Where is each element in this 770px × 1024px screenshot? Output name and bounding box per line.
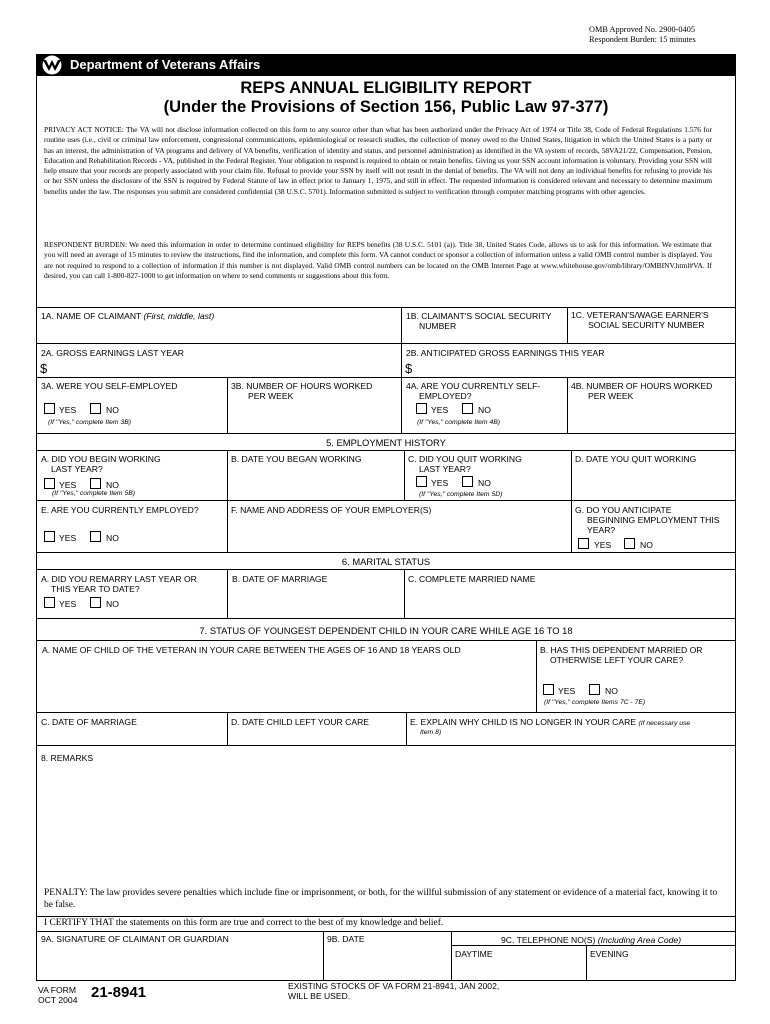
frame-right: [735, 76, 736, 981]
self-employed-yes-label: YES: [59, 405, 77, 415]
left-care-yes-label: YES: [558, 686, 576, 696]
f7b-label-1: B. HAS THIS DEPENDENT MARRIED OR: [540, 645, 703, 655]
began-working-yes-checkbox[interactable]: [44, 478, 55, 489]
began-working-label: [41, 454, 161, 474]
footer-stocks-2: WILL BE USED.: [288, 991, 351, 1001]
remarry-no-checkbox[interactable]: [90, 597, 101, 608]
married-name-field[interactable]: C. COMPLETE MARRIED NAME: [408, 574, 536, 584]
anticipated-earnings-label: 2B. ANTICIPATED GROSS EARNINGS THIS YEAR: [406, 348, 605, 358]
note-4b: (If "Yes," complete Item 4B): [417, 419, 501, 426]
evening-phone-field[interactable]: EVENING: [590, 949, 629, 959]
claimant-ssn-field[interactable]: [406, 311, 552, 331]
f5g-label-2: BEGINNING EMPLOYMENT THIS: [587, 515, 720, 525]
remarks-textarea[interactable]: [38, 766, 734, 881]
footer-stocks: [288, 981, 499, 1001]
self-employed-no-label: NO: [106, 405, 119, 415]
quit-working-no-checkbox[interactable]: [462, 476, 473, 487]
veteran-ssn-label-1: 1C. VETERAN'S/WAGE EARNER'S: [571, 310, 709, 320]
self-4a-label-1: 4A. ARE YOU CURRENTLY SELF-: [406, 381, 541, 391]
date-of-marriage-field[interactable]: B. DATE OF MARRIAGE: [232, 574, 328, 584]
form-subtitle: (Under the Provisions of Section 156, Public Law 97-377): [163, 98, 609, 116]
currently-employed-yes-checkbox[interactable]: [44, 531, 55, 542]
f9c-hint: (Including Area Code): [597, 935, 682, 945]
currently-employed-label: E. ARE YOU CURRENTLY EMPLOYED?: [41, 505, 199, 515]
remarry-yes-label: YES: [59, 599, 77, 609]
footer-form-id: [38, 985, 78, 1005]
quit-working-yes-checkbox[interactable]: [416, 476, 427, 487]
privacy-notice: PRIVACY ACT NOTICE: The VA will not disclose information collected on this form to any source other than what has been authorized under the Privacy Act of 1974 or Title 38, Code of Federal Regulations 1.576 for routine uses (i.e., civil or criminal law enforcement, congressional communications, epidemiological or research studies, the collection of money owed to the United States, litigation in which the United States is a party or has an interest, the administration of VA programs and delivery of VA benefits, verification of identity and status, and personnel administration) as identified in the VA system of records, 58VA21/22, Compensation, Pension, Education and Rehabilitation Records - VA, published in the Federal Register. Your obligation to respond is required to obtain or retain benefits. Giving us your SSN account information is voluntary. Providing your SSN will help ensure that your records are properly associated with your claim file. Refusal to provide your SSN by itself will not result in the denial of benefits. The VA will not deny an individual benefits for refusing to provide his or her SSN unless the disclosure of the SSN is required by Federal Statute of law in effect prior to January 1, 1975, and still in effect. The requested information is considered relevant and necessary to determine maximum benefits under the law. The responses you submit are considered confidential (38 U.S.C. 5701). Information submitted is subject to verification through computer matching programs with other agencies.: [44, 125, 712, 196]
veteran-ssn-field[interactable]: [571, 310, 709, 330]
child-name-field[interactable]: A. NAME OF CHILD OF THE VETERAN IN YOUR CARE BETWEEN THE AGES OF 16 AND 18 YEARS OLD: [42, 645, 461, 655]
currently-self-employed-no-label: NO: [478, 405, 491, 415]
f7e-hint-2: Item 8): [420, 729, 442, 736]
anticipate-employment-yes-checkbox[interactable]: [578, 538, 589, 549]
f6a-label-1: A. DID YOU REMARRY LAST YEAR OR: [41, 574, 197, 584]
f9c-label: 9C. TELEPHONE NO(S): [501, 935, 596, 945]
employer-name-address-field[interactable]: F. NAME AND ADDRESS OF YOUR EMPLOYER(S): [231, 505, 432, 515]
currently-self-employed-yes-checkbox[interactable]: [416, 403, 427, 414]
f5a-label-1: A. DID YOU BEGIN WORKING: [41, 454, 161, 464]
currently-employed-no-checkbox[interactable]: [90, 531, 101, 542]
quit-working-yes-label: YES: [431, 478, 449, 488]
f5g-label-1: G. DO YOU ANTICIPATE: [575, 505, 672, 515]
note-7: (If "Yes," complete Items 7C - 7E): [544, 699, 646, 706]
child-marriage-date-field[interactable]: C. DATE OF MARRIAGE: [41, 717, 137, 727]
f6a-label-2: THIS YEAR TO DATE?: [51, 584, 140, 594]
footer-form-number: 21-8941: [91, 984, 147, 1001]
began-working-no-label: NO: [106, 480, 119, 490]
omb-burden: Respondent Burden: 15 minutes: [589, 35, 696, 44]
child-explanation-field[interactable]: [410, 717, 690, 729]
telephone-label: [501, 935, 681, 945]
remarry-no-label: NO: [106, 599, 119, 609]
form-title: REPS ANNUAL ELIGIBILITY REPORT: [240, 79, 532, 97]
currently-self-employed-yes-label: YES: [431, 405, 449, 415]
currently-self-employed-label: [406, 381, 540, 401]
section-marital-status: 6. MARITAL STATUS: [341, 556, 431, 567]
anticipate-employment-label: [575, 505, 719, 535]
note-5b: (If "Yes," complete Item 5B): [52, 490, 136, 497]
anticipated-earnings-input[interactable]: $: [405, 361, 413, 376]
note-3b: (If "Yes," complete Item 3B): [48, 419, 132, 426]
agency-name: Department of Veterans Affairs: [70, 57, 261, 72]
remarry-label: [41, 574, 197, 594]
f5c-label-1: C. DID YOU QUIT WORKING: [408, 454, 522, 464]
certify-rest: the statements on this form are true and correct to the best of my knowledge and belief.: [113, 918, 444, 928]
footer-va-form: VA FORM: [38, 985, 77, 995]
anticipate-employment-no-label: NO: [640, 540, 653, 550]
claimant-ssn-label-1: 1B. CLAIMANT'S SOCIAL SECURITY: [406, 311, 552, 321]
claimant-name-label: 1A. NAME OF CLAIMANT: [41, 311, 142, 321]
claimant-name-field[interactable]: [41, 311, 214, 321]
note-5d: (If "Yes," complete Item 5D): [419, 491, 503, 498]
self-employed-no-checkbox[interactable]: [90, 403, 101, 414]
veteran-ssn-label-2: SOCIAL SECURITY NUMBER: [588, 320, 705, 330]
quit-working-no-label: NO: [478, 478, 491, 488]
section-dependent-child: 7. STATUS OF YOUNGEST DEPENDENT CHILD IN YOUR CARE WHILE AGE 16 TO 18: [199, 625, 573, 636]
hours-worked-last-year-field[interactable]: [231, 381, 372, 401]
f7e-label: E. EXPLAIN WHY CHILD IS NO LONGER IN YOUR CARE: [410, 717, 637, 727]
hours-4b-label-2: PER WEEK: [588, 391, 634, 401]
self-employed-yes-checkbox[interactable]: [44, 403, 55, 414]
certification-statement: [44, 918, 443, 928]
began-working-yes-label: YES: [59, 480, 77, 490]
claimant-name-hint: (First, middle, last): [143, 311, 215, 321]
self-employed-last-year-label: 3A. WERE YOU SELF-EMPLOYED: [41, 381, 178, 391]
footer-stocks-1: EXISTING STOCKS OF VA FORM 21-8941, JAN 2002,: [288, 981, 500, 991]
self-4a-label-2: EMPLOYED?: [419, 391, 472, 401]
hours-worked-current-field[interactable]: [571, 381, 712, 401]
quit-working-label: [408, 454, 522, 474]
f5g-label-3: YEAR?: [587, 525, 616, 535]
date-began-working-field[interactable]: B. DATE YOU BEGAN WORKING: [231, 454, 362, 464]
f7b-label-2: OTHERWISE LEFT YOUR CARE?: [550, 655, 684, 665]
signature-field[interactable]: 9A. SIGNATURE OF CLAIMANT OR GUARDIAN: [41, 934, 229, 944]
gross-earnings-last-year-label: 2A. GROSS EARNINGS LAST YEAR: [41, 348, 184, 358]
anticipate-employment-yes-label: YES: [594, 540, 612, 550]
omb-block: [589, 25, 696, 45]
signature-date-field[interactable]: 9B. DATE: [327, 934, 365, 944]
remarry-yes-checkbox[interactable]: [44, 597, 55, 608]
hours-4b-label-1: 4B. NUMBER OF HOURS WORKED: [571, 381, 713, 391]
frame-left: [36, 76, 37, 981]
f5a-label-2: LAST YEAR?: [51, 464, 103, 474]
penalty-notice: PENALTY: The law provides severe penalties which include fine or imprisonment, or both, for the willful submission of any statement or evidence of a material fact, knowing it to be false.: [44, 888, 718, 910]
gross-earnings-last-year-input[interactable]: $: [40, 361, 48, 376]
left-care-label: [540, 645, 703, 665]
respondent-burden: RESPONDENT BURDEN: We need this information in order to determine continued eligibility for REPS benefits (38 U.S.C. 5101 (a)). Title 38, United States Code, allows us to ask for this information. We estimate that you will need an average of 15 minutes to review the instructions, find the information, and complete this form. VA cannot conduct or sponsor a collection of information unless a valid OMB control number is displayed. You are not required to respond to a collection of information if this number is not displayed. Valid OMB control numbers can be located on the OMB Internet Page at www.whitehouse.gov/omb/library/OMBINV.html#VA. If desired, you can call 1-800-827-1000 to get information on where to send comments or suggestions about this form.: [44, 240, 712, 280]
section-employment-history: 5. EMPLOYMENT HISTORY: [326, 437, 446, 448]
currently-self-employed-no-checkbox[interactable]: [462, 403, 473, 414]
agency-banner: [36, 54, 736, 76]
footer-date: OCT 2004: [38, 995, 78, 1005]
left-care-yes-checkbox[interactable]: [543, 684, 554, 695]
f5c-label-2: LAST YEAR?: [419, 464, 471, 474]
omb-approved: OMB Approved No. 2900-0405: [589, 25, 696, 34]
f7e-hint-1: (If necessary use: [638, 720, 691, 727]
child-left-care-date-field[interactable]: D. DATE CHILD LEFT YOUR CARE: [231, 717, 370, 727]
claimant-ssn-label-2: NUMBER: [419, 321, 457, 331]
certify-bold: I CERTIFY THAT: [44, 918, 114, 928]
hours-3b-label-2: PER WEEK: [248, 391, 294, 401]
date-quit-working-field[interactable]: D. DATE YOU QUIT WORKING: [575, 454, 697, 464]
va-seal-icon: [38, 55, 66, 75]
currently-employed-yes-label: YES: [59, 533, 77, 543]
daytime-phone-field[interactable]: DAYTIME: [455, 949, 493, 959]
remarks-label: 8. REMARKS: [41, 753, 94, 763]
began-working-no-checkbox[interactable]: [90, 478, 101, 489]
left-care-no-label: NO: [605, 686, 618, 696]
anticipate-employment-no-checkbox[interactable]: [624, 538, 635, 549]
left-care-no-checkbox[interactable]: [589, 684, 600, 695]
currently-employed-no-label: NO: [106, 533, 119, 543]
hours-3b-label-1: 3B. NUMBER OF HOURS WORKED: [231, 381, 373, 391]
